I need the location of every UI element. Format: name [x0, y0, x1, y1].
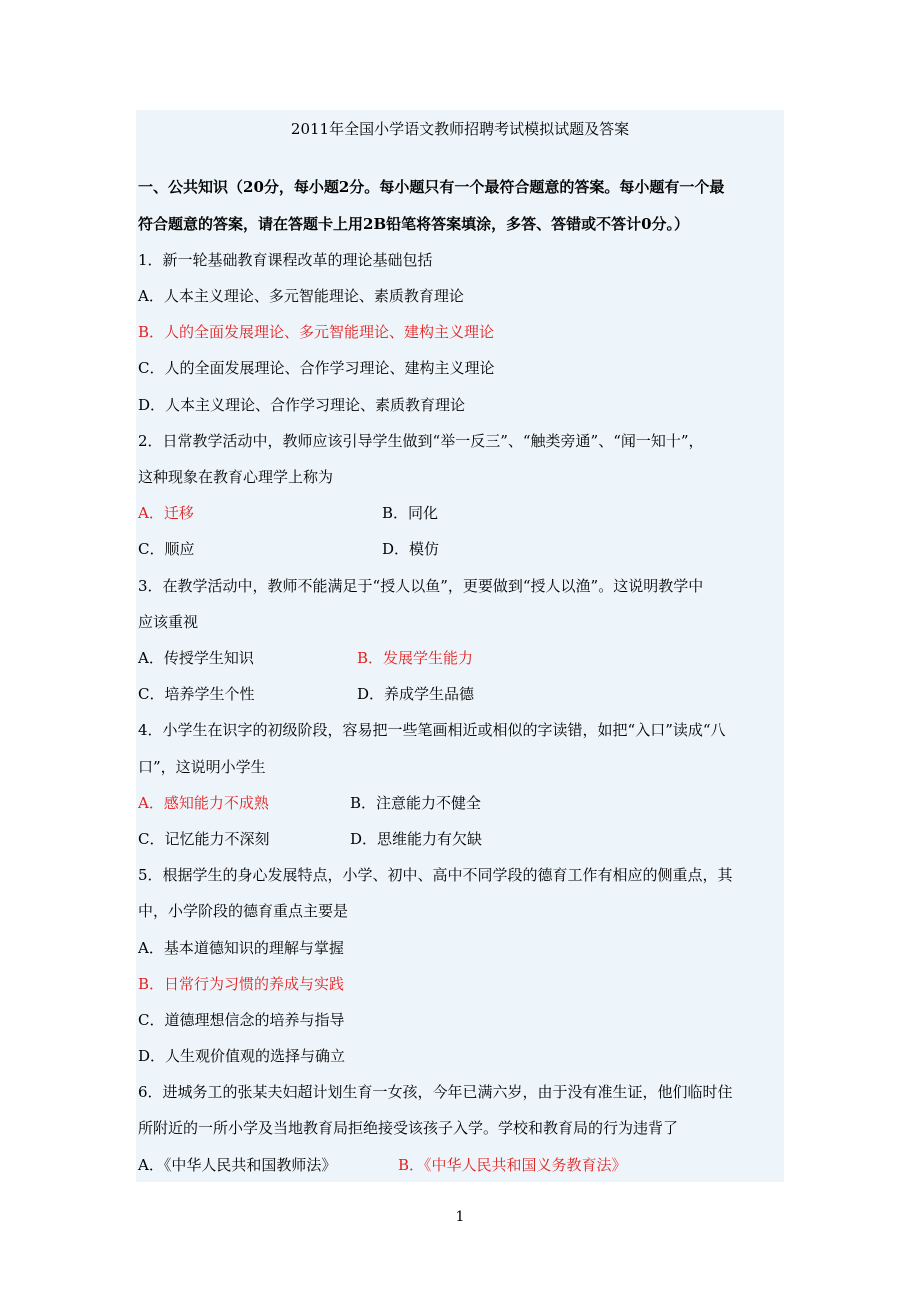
q4-option-d: D．思维能力有欠缺	[350, 830, 483, 848]
q1-option-c: C．人的全面发展理论、合作学习理论、建构主义理论	[138, 359, 495, 377]
section-heading-line2: 符合题意的答案，请在答题卡上用2B铅笔将答案填涂，多答、答错或不答计0分。）	[138, 215, 690, 233]
q6-stem-line1: 6．进城务工的张某夫妇超计划生育一女孩，今年已满六岁，由于没有准生证，他们临时住	[138, 1083, 733, 1101]
q4-stem-line2: 口”，这说明小学生	[138, 758, 266, 776]
q1-option-b-answer: B．人的全面发展理论、多元智能理论、建构主义理论	[138, 323, 495, 341]
q5-option-c: C．道德理想信念的培养与指导	[138, 1011, 345, 1029]
q1-option-d: D．人本主义理论、合作学习理论、素质教育理论	[138, 396, 466, 414]
q3-option-b-answer: B．发展学生能力	[357, 649, 474, 667]
q2-option-b: B．同化	[382, 504, 439, 522]
q4-option-a-answer: A．感知能力不成熟	[138, 794, 269, 812]
q4-option-c: C．记忆能力不深刻	[138, 830, 270, 848]
q3-option-a: A．传授学生知识	[138, 649, 254, 667]
q3-option-d: D．养成学生品德	[357, 685, 475, 703]
q6-option-b-answer: B．《中华人民共和国义务教育法》	[398, 1156, 627, 1174]
q5-stem-line2: 中，小学阶段的德育重点主要是	[138, 902, 349, 920]
section-heading-line1: 一、公共知识（20分，每小题2分。每小题只有一个最符合题意的答案。每小题有一个最	[138, 178, 725, 196]
q2-stem-line1: 2．日常教学活动中，教师应该引导学生做到“举一反三”、“触类旁通”、“闻一知十”，	[138, 432, 704, 450]
q3-stem-line2: 应该重视	[138, 613, 199, 631]
document-title: 2011年全国小学语文教师招聘考试模拟试题及答案	[290, 120, 630, 138]
q6-option-a: A．《中华人民共和国教师法》	[138, 1156, 337, 1174]
q5-option-d: D．人生观价值观的选择与确立	[138, 1047, 346, 1065]
q5-option-b-answer: B．日常行为习惯的养成与实践	[138, 975, 345, 993]
q5-stem-line1: 5．根据学生的身心发展特点，小学、初中、高中不同学段的德育工作有相应的侧重点，其	[138, 866, 733, 884]
q4-option-b: B．注意能力不健全	[350, 794, 482, 812]
q4-stem-line1: 4．小学生在识字的初级阶段，容易把一些笔画相近或相似的字读错，如把“入口”读成“八	[138, 721, 726, 739]
q3-stem-line1: 3．在教学活动中，教师不能满足于“授人以鱼”，更要做到“授人以渔”。这说明教学中	[138, 577, 704, 595]
q3-option-c: C．培养学生个性	[138, 685, 255, 703]
q2-option-a-answer: A．迁移	[138, 504, 194, 522]
q2-option-d: D．模仿	[382, 540, 440, 558]
q1-stem: 1．新一轮基础教育课程改革的理论基础包括	[138, 251, 433, 269]
page-number: 1	[455, 1209, 465, 1225]
q1-option-a: A．人本主义理论、多元智能理论、素质教育理论	[138, 287, 464, 305]
q5-option-a: A．基本道德知识的理解与掌握	[138, 939, 344, 957]
q6-stem-line2: 所附近的一所小学及当地教育局拒绝接受该孩子入学。学校和教育局的行为违背了	[138, 1119, 679, 1137]
q2-stem-line2: 这种现象在教育心理学上称为	[138, 468, 334, 486]
q2-option-c: C．顺应	[138, 540, 195, 558]
